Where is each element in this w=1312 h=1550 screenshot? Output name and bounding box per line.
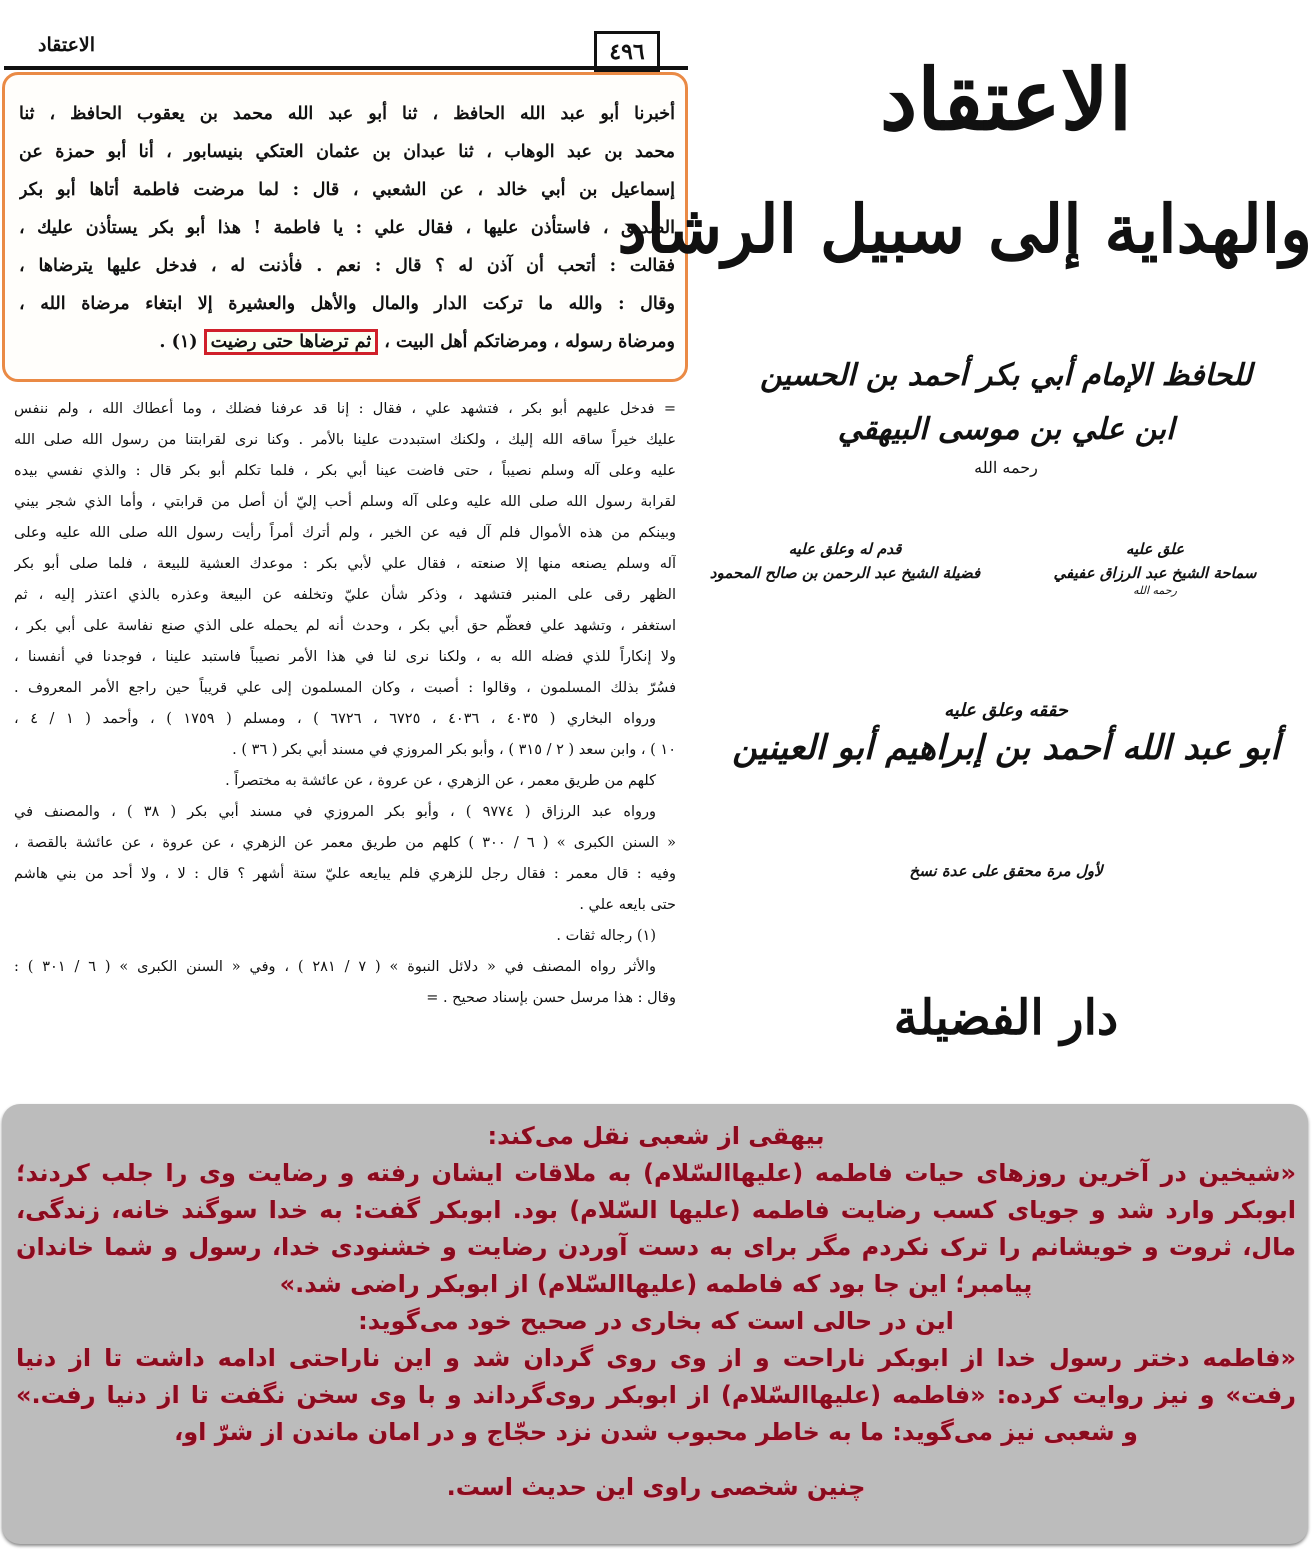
footnote-line: آله وسلم يصنعه منها إلا صنعته ، فقال علي لأبي بكر : موعدك العشية للبيعة ، فلما صلى أبو بكر: [14, 556, 676, 572]
hadith-text: [19, 95, 675, 361]
commentator-1-heading: علق عليه: [1125, 540, 1185, 558]
footnote-line: وقال : هذا مرسل حسن بإسناد صحيح . =: [426, 990, 676, 1006]
publisher: دار الفضيلة: [893, 990, 1119, 1046]
commentator-2-name: فضيلة الشيخ عبد الرحمن بن صالح المحمود: [709, 564, 981, 582]
author-line2: ابن علي بن موسى البيهقي: [837, 412, 1175, 447]
footnote-line: عليه وعلى آله وسلم نصيباً ، حتى فاضت عينا أبي بكر ، فلما تكلم أبو بكر قال : والذي نفسي بيده: [14, 463, 676, 479]
author-line3: رحمه الله: [974, 458, 1038, 477]
running-title: الاعتقاد: [38, 34, 96, 56]
highlighted-phrase: ثم ترضاها حتى رضيت: [204, 329, 379, 355]
footnote-line: ورواه البخاري ( ٤٠٣٥ ، ٤٠٣٦ ، ٦٧٢٥ ، ٦٧٢٦ ) ، ومسلم ( ١٧٥٩ ) ، وأحمد ( ١ / ٤ ،: [14, 711, 656, 727]
commentary-line: و شعبی نیز می‌گوید: ما به خاطر محبوب شدن نزد حجّاج و در امان ماندن از شرّ او،: [174, 1418, 1138, 1446]
footnote-line: ورواه عبد الرزاق ( ٩٧٧٤ ) ، وأبو بكر المروزي في مسند أبي بكر ( ٣٨ ) ، والمصنف في: [14, 804, 656, 820]
footnotes: [14, 394, 676, 1014]
commentator-1-name: سماحة الشيخ عبد الرزاق عفيفي: [1053, 564, 1257, 582]
footnote-line: = فدخل عليهم أبو بكر ، فتشهد علي ، فقال : إنا قد عرفنا فضلك ، وما أعطاك الله ، ولم ننفس: [14, 401, 676, 417]
footnote-line: عليك خيراً ساقه الله إليك ، ولكنك استبددت علينا بالأمر . وكنا نرى لقرابتنا من رسول الله صلى الله: [14, 432, 676, 448]
footnote-line: وبينكم من هذه الأموال فلم آل فيه عن الخير ، ولم أترك أمراً رأيت رسول الله صلى الله عليه وعلى: [14, 525, 676, 541]
commentary-line: چنین شخصی راوی این حدیث است.: [446, 1473, 866, 1501]
header-rule: [4, 66, 688, 70]
footnote-line: حتى بايعه علي .: [579, 897, 676, 913]
footnote-line: لقرابة رسول الله صلى الله عليه وعلى آله وسلم أحب إليّ أن أصل من قرابتي ، وأما الذي شجر بيني: [14, 494, 676, 510]
hadith-line: إسماعيل بن أبي خالد ، عن الشعبي ، قال : لما مرضت فاطمة أتاها أبو بكر: [19, 180, 675, 200]
left-page: [0, 0, 692, 1100]
hadith-line: وقال : والله ما تركت الدار والمال والأهل والعشيرة إلا ابتغاء مرضاة الله ،: [19, 294, 675, 314]
footnote-line: ولا إنكاراً للذي فضله الله به ، ولكنا نرى لنا في هذا الأمر نصيباً فاستبد علينا ، فوجدنا في أنفسنا ،: [14, 649, 676, 665]
commentator-1: [1010, 540, 1300, 597]
persian-commentary: [16, 1118, 1296, 1506]
hadith-last-line: [19, 323, 675, 361]
footnote-line: والأثر رواه المصنف في « دلائل النبوة » ( ٧ / ٢٨١ ) ، وفي « السنن الكبرى » ( ٦ / ٣٠١ ) :: [14, 959, 657, 975]
commentary-line: مال، ثروت و خویشانم را ترک نکردم مگر برای به دست آوردن رضایت و خشنودی خدا، رسول و شما خاندان: [16, 1233, 1296, 1261]
footnote-line: « السنن الكبرى » ( ٦ / ٣٠٠ ) كلهم من طريق معمر عن الزهري ، عن عروة ، عن عائشة بالقصة ،: [14, 835, 676, 851]
commentary-line: رفت» و نیز روایت کرده: «فاطمه (علیهاالسّلام) از ابوبکر روی‌گرداند و با وی سخن نگفت تا از دنیا رفت.»: [16, 1381, 1296, 1409]
persian-commentary-box: [2, 1104, 1308, 1544]
book-title-line2: والهداية إلى سبيل الرشاد: [617, 190, 1312, 268]
commentary-line: پیامبر؛ این جا بود که فاطمه (علیهاالسّلام) از ابوبکر راضی شد.»: [279, 1270, 1033, 1298]
commentator-2-heading: قدم له وعلق عليه: [788, 540, 902, 558]
editor-name: أبو عبد الله أحمد بن إبراهيم أبو العينين: [732, 728, 1280, 768]
footnote-line: كلهم من طريق معمر ، عن الزهري ، عن عروة ، عن عائشة به مختصراً .: [225, 773, 656, 789]
commentator-2: [700, 540, 990, 582]
footnote-line: ١٠ ) ، وابن سعد ( ٢ / ٣١٥ ) ، وأبو بكر المروزي في مسند أبي بكر ( ٣٦ ) .: [232, 742, 676, 758]
hadith-line: أخبرنا أبو عبد الله الحافظ ، ثنا أبو عبد الله محمد بن يعقوب الحافظ ، ثنا: [19, 104, 675, 124]
commentary-line: این در حالی است که بخاری در صحیح خود می‌گوید:: [358, 1307, 954, 1335]
commentary-line: ابوبکر وارد شد و جویای کسب رضایت فاطمه (علیها السّلام) بود. ابوبکر گفت: به خدا سوگند خانه، زندگی،: [16, 1196, 1296, 1224]
page-number: ٤٩٦: [594, 31, 660, 73]
footnote-line: استغفر ، وتشهد علي فعظّم حق أبي بكر ، وحدث أنه لم يحمله على الذي صنع نفاسة على أبي بكر ،: [14, 618, 676, 634]
hadith-line: فقالت : أتحب أن آذن له ؟ قال : نعم . فأذنت له ، فدخل عليها يترضاها ،: [19, 256, 675, 276]
footnote-line: وفيه : قال معمر : فقال رجل للزهري فلم يبايعه عليّ ستة أشهر ؟ قال : لا ، ولا أحد من بني هاشم: [14, 866, 676, 882]
footnote-line: (١) رجاله ثقات .: [556, 928, 656, 944]
book-title-line1: الاعتقاد: [879, 50, 1133, 149]
author-line1: للحافظ الإمام أبي بكر أحمد بن الحسين: [759, 358, 1253, 393]
edition-note: لأول مرة محقق على عدة نسخ: [909, 862, 1103, 880]
hadith-line-start: ومرضاة رسوله ، ومرضاتكم أهل البيت ،: [384, 332, 675, 352]
commentator-1-note: رحمه الله: [1133, 584, 1177, 597]
commentary-line: «شیخین در آخرین روزهای حیات فاطمه (علیهاالسّلام) به ملاقات ایشان رفته و رضایت وی را جلب کردند؛: [16, 1159, 1296, 1187]
commentary-heading: بیهقی از شعبی نقل می‌کند:: [487, 1122, 825, 1150]
footnote-marker: (١) .: [159, 332, 198, 352]
hadith-line: محمد بن عبد الوهاب ، ثنا عبدان بن عثمان العتكي بنيسابور ، أنا أبو حمزة عن: [19, 142, 675, 162]
commentary-line: «فاطمه دختر رسول خدا از ابوبکر ناراحت و از وی روی گردان شد و این ناراحتی ادامه داشت تا از دنیا: [16, 1344, 1296, 1372]
footnote-line: الظهر رقى على المنبر فتشهد ، وذكر شأن عليّ وتخلفه عن البيعة وعذره بالذي اعتذر إليه ، ثم: [14, 587, 676, 603]
hadith-line: الصديق ، فاستأذن عليها ، فقال علي : يا فاطمة ! هذا أبو بكر يستأذن عليك ،: [19, 218, 675, 238]
editor-heading: حققه وعلق عليه: [944, 700, 1068, 721]
hadith-box: [2, 72, 688, 382]
footnote-line: فسُرّ بذلك المسلمون ، وقالوا : أصبت ، وكان المسلمون إلى علي قريباً حين راجع الأمر المعروف .: [14, 680, 676, 696]
